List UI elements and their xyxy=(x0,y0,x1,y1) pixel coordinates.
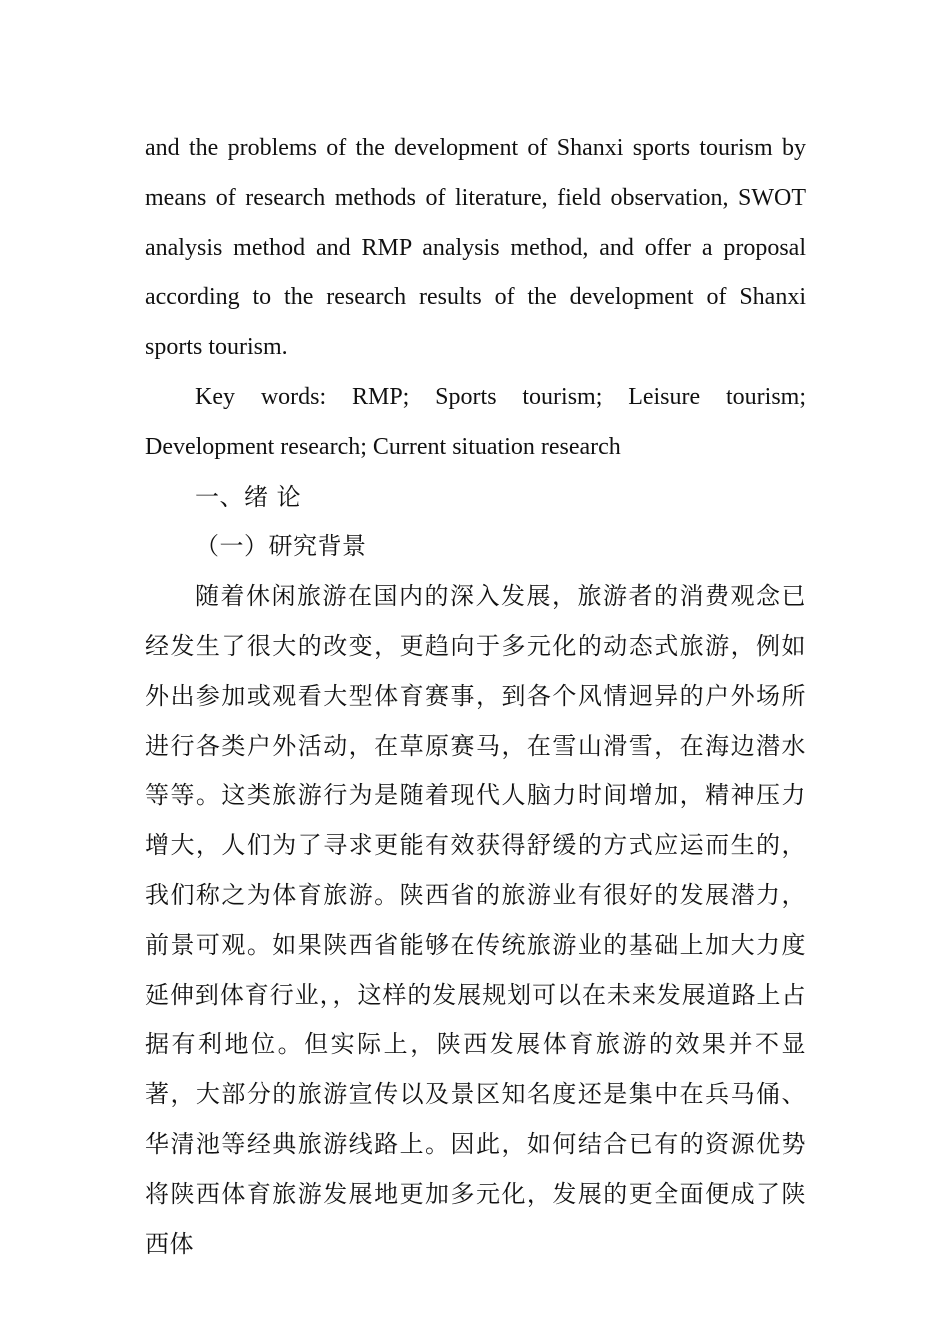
abstract-continuation: and the problems of the development of Shanxi sports tourism by means of research methods of literature, field observation, SWOT analysis method and RMP analysis method, and offer a proposal according to the research results of the development of Shanxi sports tourism. xyxy=(145,135,806,361)
section-subheading: （一）研究背景 xyxy=(195,532,367,561)
background-paragraph: 随着休闲旅游在国内的深入发展，旅游者的消费观念已经发生了很大的改变，更趋向于多元化的动态式旅游，例如外出参加或观看大型体育赛事，到各个风情迥异的户外场所进行各类户外活动，在草原赛马，在雪山滑雪，在海边潜水等等。这类旅游行为是随着现代人脑力时间增加，精神压力增大，人们为了寻求更能有效获得舒缓的方式应运而生的，我们称之为体育旅游。陕西省的旅游业有很好的发展潜力，前景可观。如果陕西省能够在传统旅游业的基础上加大力度延伸到体育行业，，这样的发展规划可以在未来发展道路上占据有利地位。但实际上，陕西发展体育旅游的效果并不显著，大部分的旅游宣传以及景区知名度还是集中在兵马俑、华清池等经典旅游线路上。因此，如何结合已有的资源优势将陕西体育旅游发展地更加多元化，发展的更全面便成了陕西体 xyxy=(145,582,806,1258)
keywords-paragraph: Key words: RMP; Sports tourism; Leisure tourism; Development research; Current situation research xyxy=(145,383,806,460)
document-page xyxy=(145,124,806,1269)
section-heading: 一、绪 论 xyxy=(195,482,302,511)
